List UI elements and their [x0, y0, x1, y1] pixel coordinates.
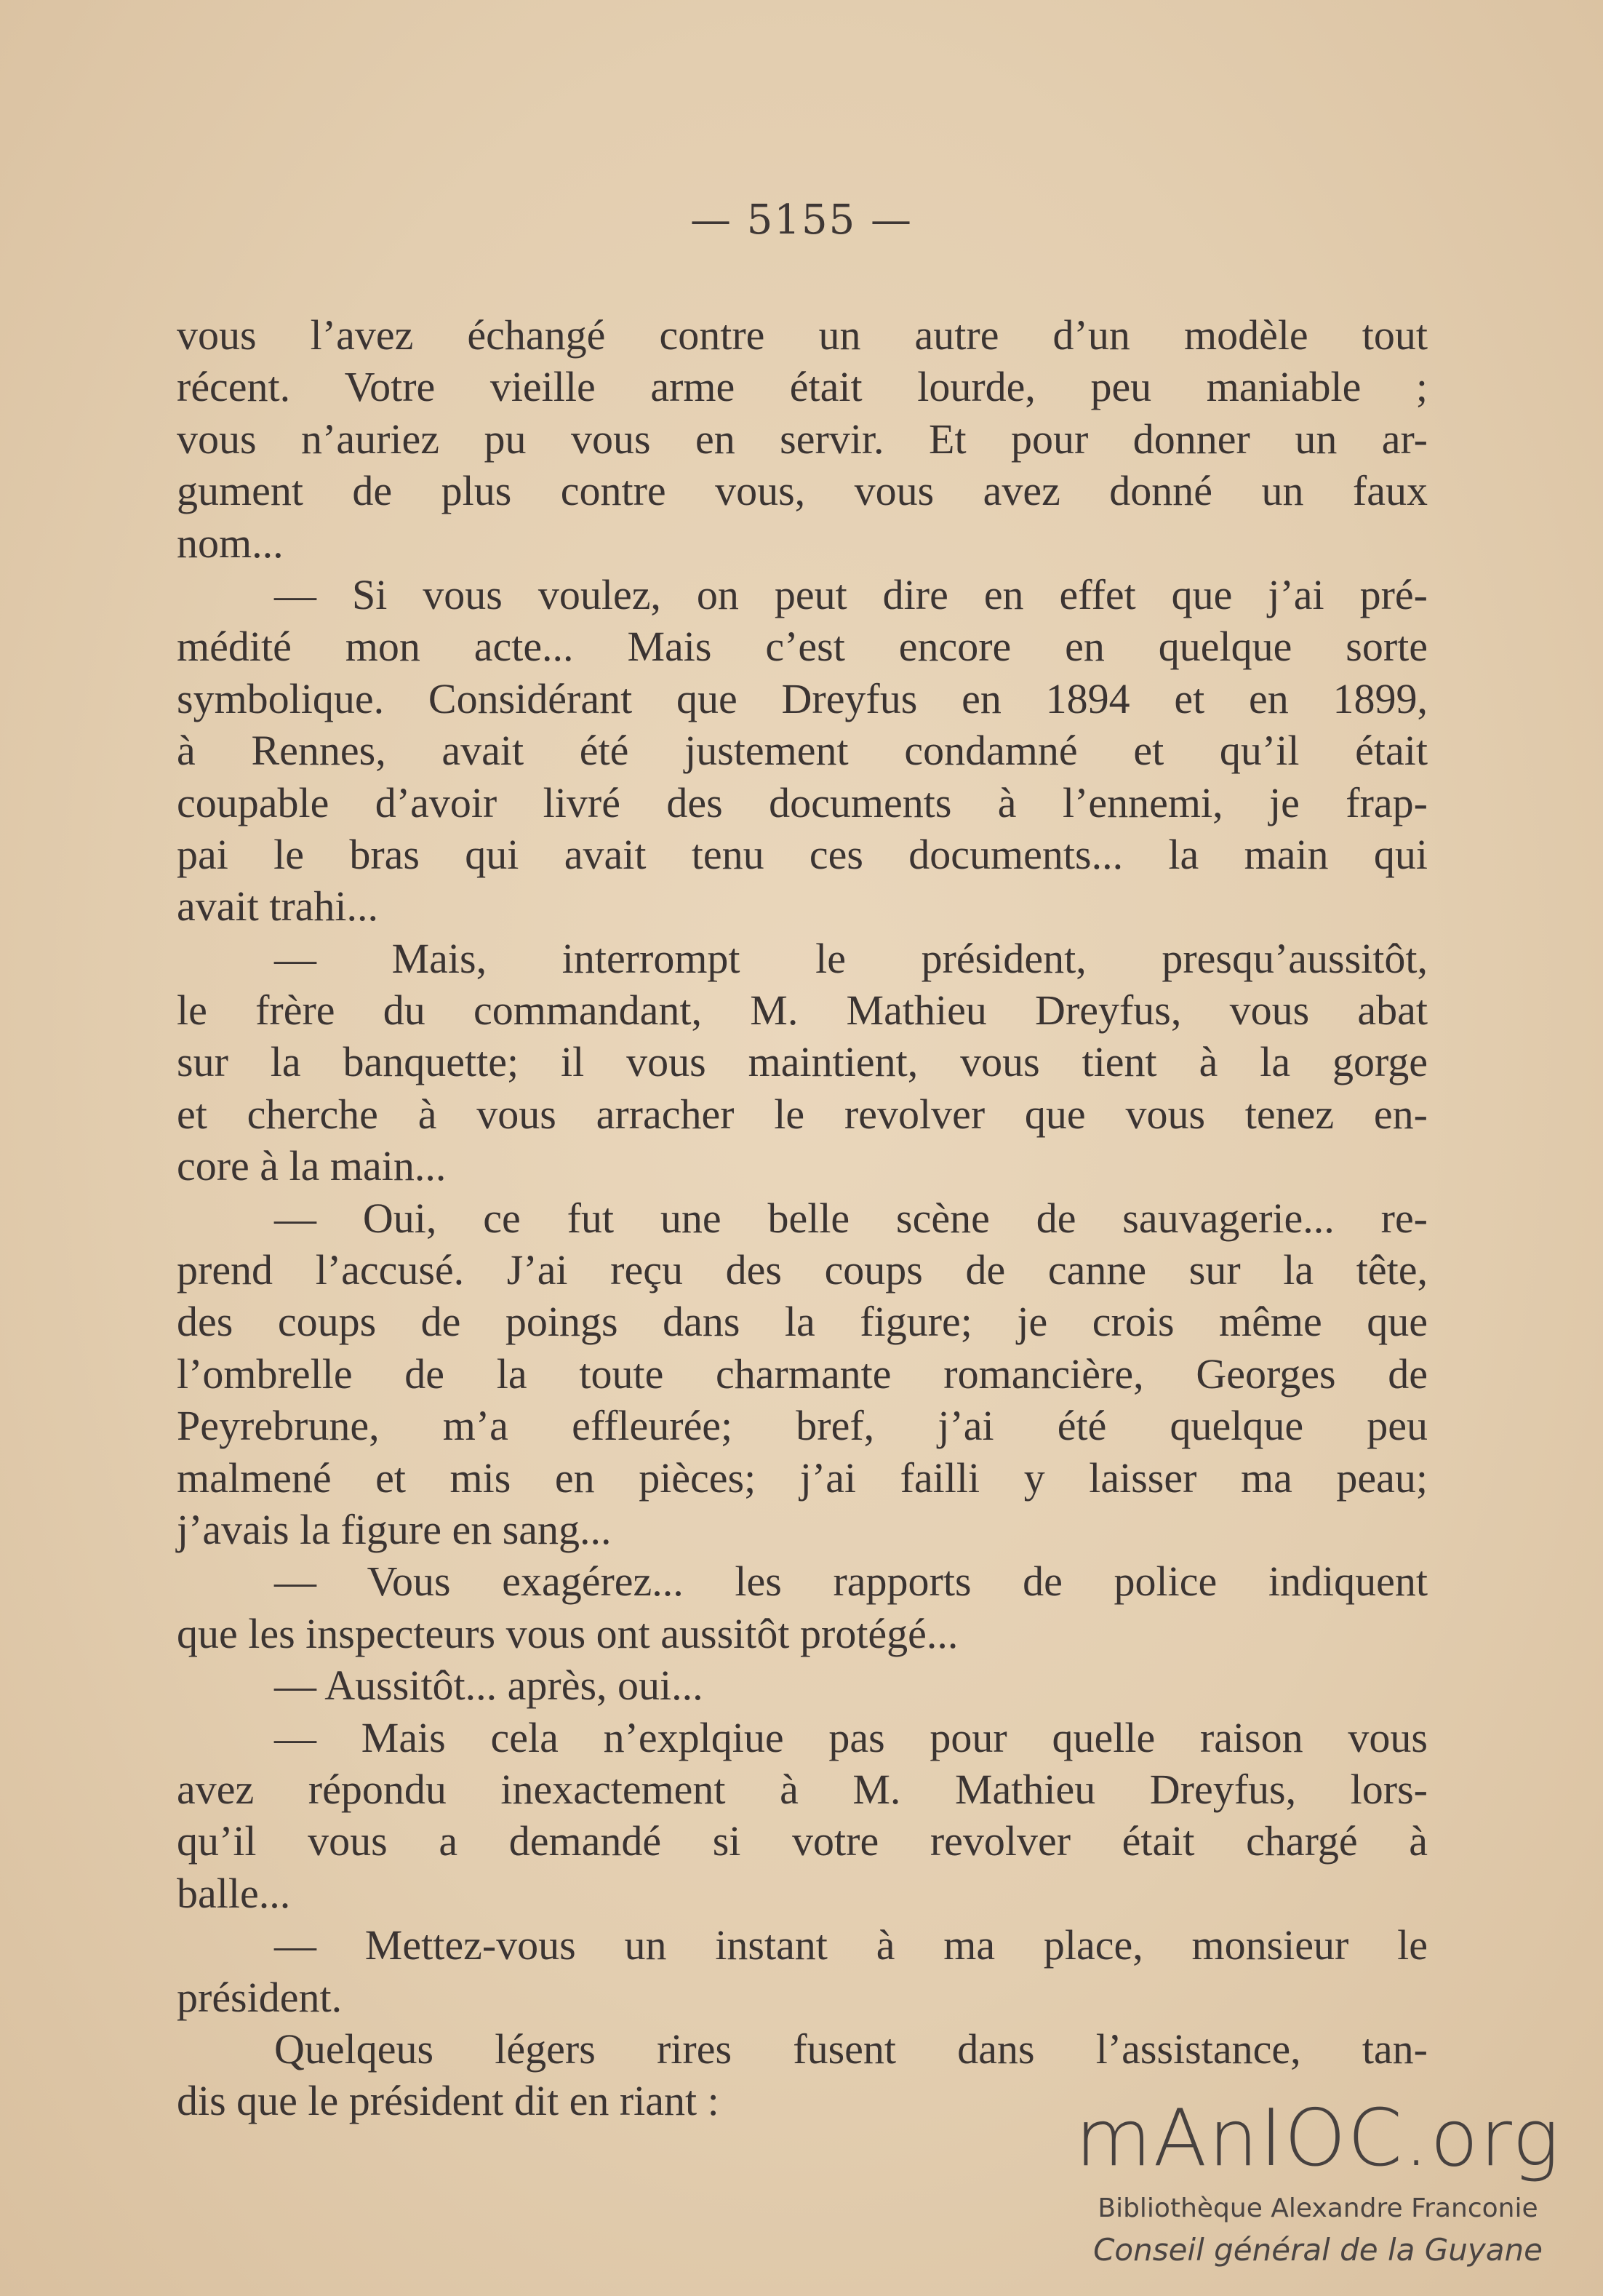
text-line: que les inspecteurs vous ont aussitôt protégé...	[177, 1609, 959, 1657]
text-line: j’avais la figure en sang...	[177, 1505, 612, 1553]
text-line: qu’il vous a demandé si votre revolver était chargé à	[177, 1817, 1428, 1865]
text-line: — Mais cela n’explqiue pas pour quelle raison vous	[274, 1713, 1428, 1761]
text-line: le frère du commandant, M. Mathieu Dreyfus, vous abat	[177, 986, 1428, 1035]
text-line: Quelqeus légers rires fusent dans l’assistance, tan-	[274, 2025, 1428, 2073]
text-line: prend l’accusé. J’ai reçu des coups de canne sur la tête,	[177, 1246, 1428, 1294]
text-line: gument de plus contre vous, vous avez donné un faux	[177, 467, 1428, 515]
text-line: pai le bras qui avait tenu ces documents... la main qui	[177, 830, 1428, 878]
text-line: et cherche à vous arracher le revolver que vous tenez en-	[177, 1090, 1428, 1138]
text-line: vous l’avez échangé contre un autre d’un modèle tout	[177, 311, 1428, 359]
body-text	[177, 309, 1428, 2127]
page-number-header: — 5155 —	[689, 196, 914, 244]
text-line: vous n’auriez pu vous en servir. Et pour donner un ar-	[177, 415, 1428, 463]
text-line: dis que le président dit en riant :	[177, 2077, 719, 2125]
text-line: Peyrebrune, m’a effleurée; bref, j’ai été quelque peu	[177, 1402, 1428, 1450]
council-name: Conseil général de la Guyane	[1093, 2232, 1543, 2268]
manioc-watermark	[1071, 2095, 1565, 2284]
text-line: — Si vous voulez, on peut dire en effet que j’ai pré-	[274, 570, 1428, 618]
text-line: — Aussitôt... après, oui...	[274, 1662, 703, 1710]
text-line: avait trahi...	[177, 882, 379, 930]
library-name: Bibliothèque Alexandre Franconie	[1098, 2193, 1538, 2223]
text-line: — Mettez-vous un instant à ma place, monsieur le	[274, 1921, 1428, 1969]
text-line: président.	[177, 1973, 343, 2021]
text-line: des coups de poings dans la figure; je crois même que	[177, 1298, 1428, 1346]
text-line: coupable d’avoir livré des documents à l’ennemi, je frap-	[177, 778, 1428, 826]
text-line: l’ombrelle de la toute charmante romancière, Georges de	[177, 1350, 1428, 1398]
text-line: récent. Votre vieille arme était lourde, peu maniable ;	[177, 363, 1428, 411]
text-line: balle...	[177, 1869, 291, 1917]
text-line: médité mon acte... Mais c’est encore en quelque sorte	[177, 623, 1428, 671]
text-line: — Mais, interrompt le président, presqu’aussitôt,	[274, 934, 1428, 982]
text-line: sur la banquette; il vous maintient, vous tient à la gorge	[177, 1038, 1428, 1086]
text-line: avez répondu inexactement à M. Mathieu Dreyfus, lors-	[177, 1765, 1428, 1813]
text-line: — Oui, ce fut une belle scène de sauvagerie... re-	[274, 1194, 1428, 1242]
text-line: symbolique. Considérant que Dreyfus en 1894 et en 1899,	[177, 674, 1428, 722]
text-line: nom...	[177, 519, 284, 567]
text-line: — Vous exagérez... les rapports de police indiquent	[274, 1558, 1428, 1606]
manioc-logo: mAnIOC.org	[1075, 2093, 1561, 2184]
text-line: core à la main...	[177, 1142, 447, 1190]
text-line: malmené et mis en pièces; j’ai failli y laisser ma peau;	[177, 1454, 1428, 1502]
text-line: à Rennes, avait été justement condamné et qu’il était	[177, 727, 1428, 775]
